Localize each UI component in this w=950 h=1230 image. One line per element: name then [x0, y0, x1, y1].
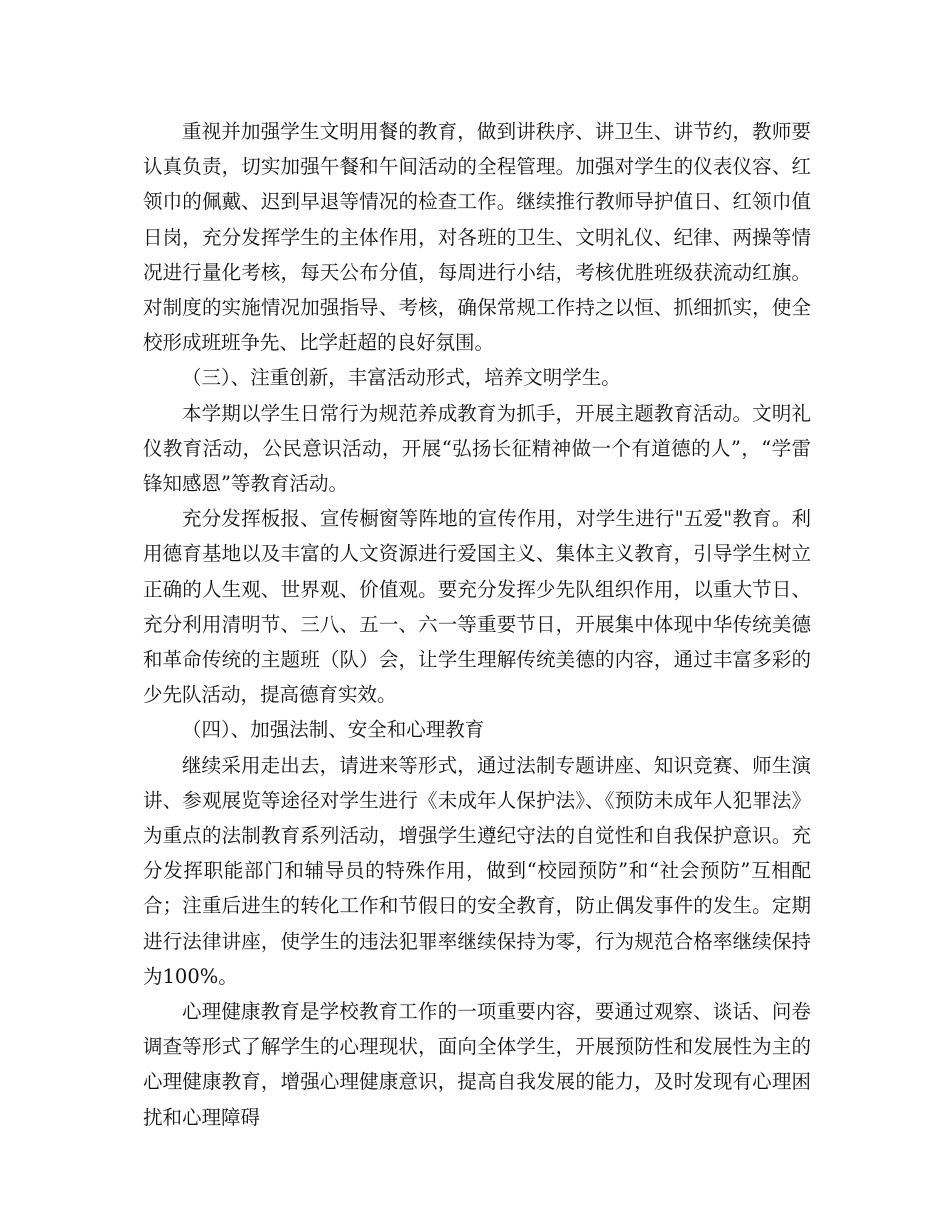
paragraph-dining-education: 重视并加强学生文明用餐的教育，做到讲秩序、讲卫生、讲节约，教师要认真负责，切实加强午餐和午间活动的全程管理。加强对学生的仪表仪容、红领巾的佩戴、迟到早退等情况的检查工作。继续推行教师导护值日、红领巾值日岗，充分发挥学生的主体作用，对各班的卫生、文明礼仪、纪律、两操等情况进行量化考核，每天公布分值，每周进行小结，考核优胜班级获流动红旗。对制度的实施情况加强指导、考核，确保常规工作持之以恒、抓细抓实，使全校形成班班争先、比学赶超的良好氛围。 — [143, 120, 811, 355]
section-heading-four: （四）、加强法制、安全和心理教育 — [182, 718, 485, 742]
paragraph-legal-education: 继续采用走出去，请进来等形式，通过法制专题讲座、知识竞赛、师生演讲、参观展览等途径对学生进行《未成年人保护法》、《预防未成年人犯罪法》为重点的法制教育系列活动，增强学生遵纪守法的自觉性和自我保护意识。充分发挥职能部门和辅导员的特殊作用，做到“校园预防”和“社会预防”互相配合；注重后进生的转化工作和节假日的安全教育，防止偶发事件的发生。定期进行法律讲座，使学生的违法犯罪率继续保持为零，行为规范合格率继续保持为100%。 — [143, 753, 811, 988]
paragraph-five-loves: 充分发挥板报、宣传橱窗等阵地的宣传作用，对学生进行"五爱"教育。利用德育基地以及丰富的人文资源进行爱国主义、集体主义教育，引导学生树立正确的人生观、世界观、价值观。要充分发挥少先队组织作用，以重大节日、充分利用清明节、三八、五一、六一等重要节日，开展集中体现中华传统美德和革命传统的主题班（队）会，让学生理解传统美德的内容，通过丰富多彩的少先队活动，提高德育实效。 — [143, 507, 811, 707]
paragraph-mental-health: 心理健康教育是学校教育工作的一项重要内容，要通过观察、谈话、问卷调查等形式了解学生的心理现状，面向全体学生，开展预防性和发展性为主的心理健康教育，增强心理健康意识，提高自我发展的能力，及时发现有心理困扰和心理障碍 — [143, 1000, 811, 1129]
paragraph-theme-activities: 本学期以学生日常行为规范养成教育为抓手，开展主题教育活动。文明礼仪教育活动，公民意识活动，开展“弘扬长征精神做一个有道德的人”，“学雷锋知感恩”等教育活动。 — [143, 401, 811, 496]
section-heading-three: （三）、注重创新，丰富活动形式，培养文明学生。 — [182, 366, 621, 390]
document-body — [143, 114, 811, 1135]
